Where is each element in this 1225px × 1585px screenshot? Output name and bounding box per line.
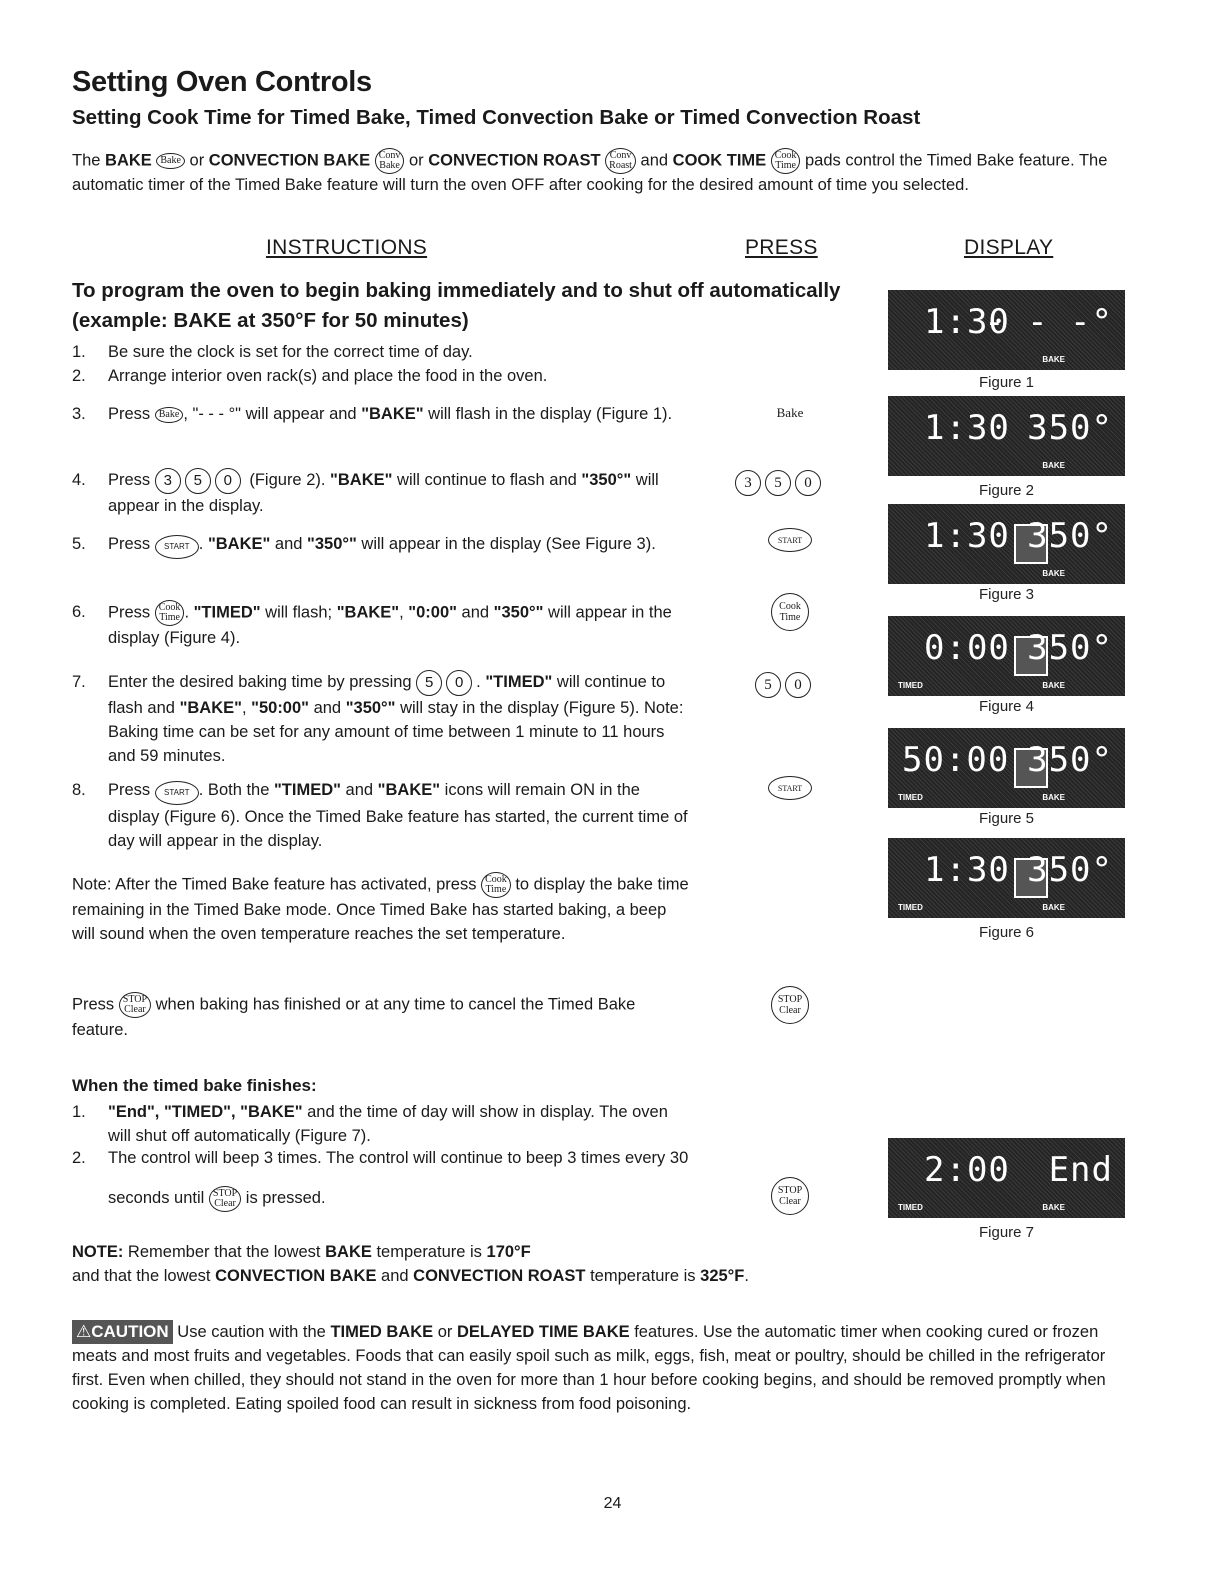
display-figure-6: 1:30 350° TIMED BAKE xyxy=(888,838,1125,918)
cook-time-pad-icon: Cook Time xyxy=(155,600,185,626)
figure-caption: Figure 4 xyxy=(978,698,1035,715)
key-3-icon: 3 xyxy=(155,468,181,494)
conv-bake-pad-icon: Conv Bake xyxy=(375,148,405,174)
intro-paragraph: The BAKE Bake or CONVECTION BAKE Conv Bake or CONVECTION ROAST Conv Roast and COOK TIME Cook Time pads control the Timed Bake feature. The automatic timer of the Timed Bake feature will turn the oven OFF after cooking for the desired amount of time you selected. xyxy=(72,150,1108,194)
key-0-icon: 0 xyxy=(215,468,241,494)
key-5-icon: 5 xyxy=(416,670,442,696)
program-heading: To program the oven to begin baking immediately and to shut off automatically (example: BAKE at 350°F for 50 minutes) xyxy=(72,279,841,332)
key-5-icon: 5 xyxy=(765,470,791,496)
figure-caption: Figure 3 xyxy=(978,586,1035,603)
press-column-heading: PRESS xyxy=(745,236,818,259)
figure-caption: Figure 5 xyxy=(978,810,1035,827)
press-keys-50 xyxy=(740,670,830,700)
bake-pad-icon: Bake xyxy=(155,407,184,423)
figure-caption: Figure 6 xyxy=(978,924,1035,941)
key-5-icon: 5 xyxy=(185,468,211,494)
press-keys-350 xyxy=(720,468,840,498)
press-start-pad-1 xyxy=(765,528,815,552)
display-figure-1: 1:30 - - -° BAKE xyxy=(888,290,1125,370)
note-after-activation: Note: After the Timed Bake feature has activated, press Cook Time to display the bake time remaining in the Timed Bake mode. Once Timed Bake has started baking, a beep will sound when the oven temperature reaches the set temperature. xyxy=(72,874,689,943)
key-3-icon: 3 xyxy=(735,470,761,496)
temperature-note: NOTE: Remember that the lowest BAKE temperature is 170°F and that the lowest CONVECTION BAKE and CONVECTION ROAST temperature is 325°F. xyxy=(72,1243,749,1285)
page-subtitle: Setting Cook Time for Timed Bake, Timed Convection Bake or Timed Convection Roast xyxy=(72,106,921,129)
display-column-heading: DISPLAY xyxy=(964,236,1054,259)
cook-time-pad-icon: Cook Time xyxy=(771,593,809,631)
press-stop-pad-2 xyxy=(770,1176,810,1216)
start-pad-icon: START xyxy=(155,535,199,559)
display-figure-7: 2:00 End TIMED BAKE xyxy=(888,1138,1125,1218)
display-figure-3: 1:30 350° BAKE xyxy=(888,504,1125,584)
figure-caption: Figure 7 xyxy=(978,1224,1035,1241)
key-0-icon: 0 xyxy=(446,670,472,696)
instructions-column-heading: INSTRUCTIONS xyxy=(266,236,428,259)
key-5-icon: 5 xyxy=(755,672,781,698)
finish-heading: When the timed bake finishes: xyxy=(72,1076,317,1095)
stop-clear-pad-icon: STOP Clear xyxy=(771,986,809,1024)
start-pad-icon: START xyxy=(155,781,199,805)
stop-clear-pad-icon: STOP Clear xyxy=(771,1177,809,1215)
cook-time-pad-icon: Cook Time xyxy=(481,872,511,898)
press-cook-time-pad xyxy=(770,592,810,632)
page-number: 24 xyxy=(603,1495,622,1512)
caution-badge: ⚠CAUTION xyxy=(72,1320,173,1344)
conv-roast-pad-icon: Conv Roast xyxy=(605,148,636,174)
cook-time-pad-icon: Cook Time xyxy=(771,148,801,174)
stop-clear-pad-icon: STOP Clear xyxy=(209,1186,241,1212)
display-figure-2: 1:30 350° BAKE xyxy=(888,396,1125,476)
bake-pad-icon: Bake xyxy=(156,153,185,169)
page-title: Setting Oven Controls xyxy=(72,66,372,98)
press-start-pad-2 xyxy=(765,776,815,800)
key-0-icon: 0 xyxy=(785,672,811,698)
stop-clear-pad-icon: STOP Clear xyxy=(119,992,151,1018)
figure-caption: Figure 2 xyxy=(978,482,1035,499)
caution-paragraph: ⚠CAUTION Use caution with the TIMED BAKE or DELAYED TIME BAKE features. Use the automatic timer when cooking cured or frozen meats and most fruits and vegetables. Foods that can easily spoil such as milk, eggs, fish, meat or poultry, should be chilled in the refrigerator first. Even when chilled, they should not stand in the oven for more than 1 hour before cooking begins, and should be removed promptly when cooking is completed. Eating spoiled food can result in sickness from food poisoning. xyxy=(72,1322,1106,1413)
key-0-icon: 0 xyxy=(795,470,821,496)
start-pad-icon: START xyxy=(768,528,812,552)
display-figure-5: 50:00 350° TIMED BAKE xyxy=(888,728,1125,808)
display-figure-4: 0:00 350° TIMED BAKE xyxy=(888,616,1125,696)
figure-caption: Figure 1 xyxy=(978,374,1035,391)
press-stop-paragraph: Press STOP Clear when baking has finished or at any time to cancel the Timed Bake feature. xyxy=(72,994,636,1039)
press-bake-pad-icon: Bake xyxy=(776,405,804,420)
start-pad-icon: START xyxy=(768,776,812,800)
press-stop-pad-1 xyxy=(770,985,810,1025)
